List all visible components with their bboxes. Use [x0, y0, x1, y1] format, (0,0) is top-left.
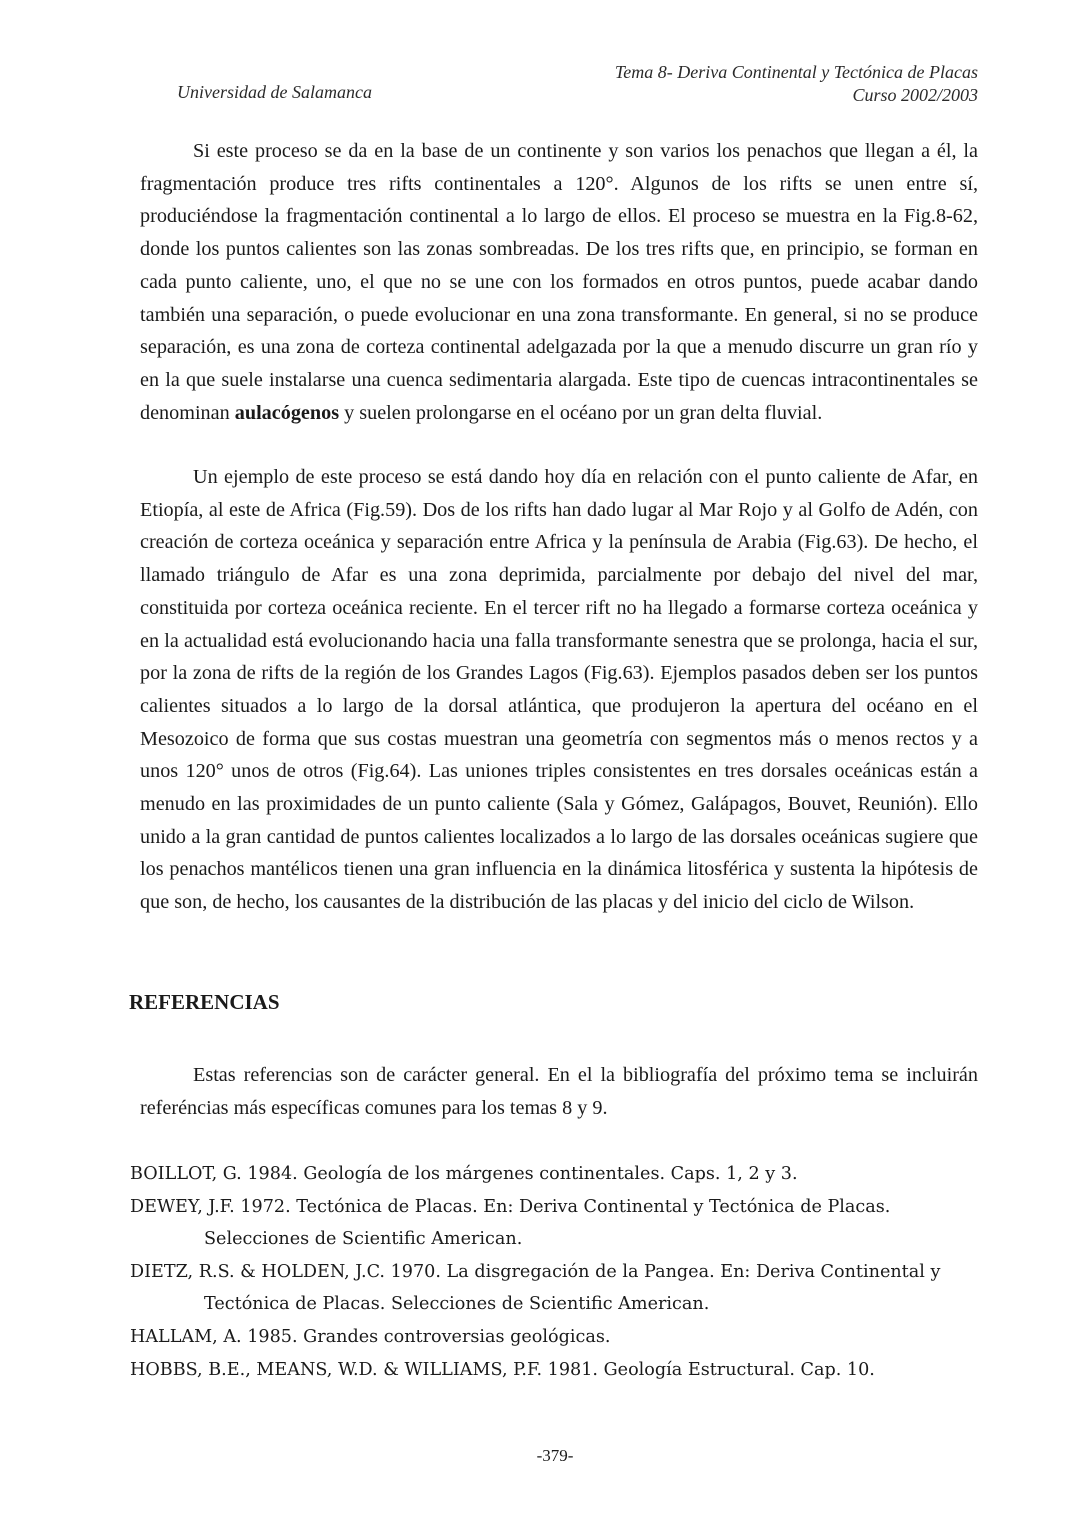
- reference-item: BOILLOT, G. 1984. Geología de los márgenes continentales. Caps. 1, 2 y 3.: [130, 1164, 798, 1184]
- references-intro: Estas referencias son de carácter general. En el la bibliografía del próximo tema se incluirán referéncias más específicas comunes para los temas 8 y 9.: [140, 1064, 978, 1119]
- term-aulacogenos: aulacógenos: [234, 401, 340, 424]
- header-course: Curso 2002/2003: [852, 85, 978, 105]
- reference-list: [130, 1158, 990, 1386]
- header-topic: Tema 8- Deriva Continental y Tectónica de Placas: [614, 62, 978, 82]
- reference-item: DIETZ, R.S. & HOLDEN, J.C. 1970. La disgregación de la Pangea. En: Deriva Continental y Tectónica de Placas. Selecciones de Scientific American.: [130, 1261, 941, 1315]
- paragraph-aulacogenos: [140, 135, 978, 429]
- reference-item: DEWEY, J.F. 1972. Tectónica de Placas. En: Deriva Continental y Tectónica de Placas. Selecciones de Scientific American.: [130, 1196, 891, 1250]
- header-institution: Universidad de Salamanca: [177, 82, 372, 102]
- paragraph-1-text-after: y suelen prolongarse en el océano por un gran delta fluvial.: [339, 401, 823, 424]
- reference-item: HALLAM, A. 1985. Grandes controversias geológicas.: [130, 1326, 611, 1347]
- references-heading: REFERENCIAS: [129, 990, 280, 1014]
- header-topic-course: [615, 61, 978, 107]
- page-number: -379-: [536, 1446, 574, 1465]
- paragraph-1-text-before: Si este proceso se da en la base de un continente y son varios los penachos que llegan a él, la fragmentación produce tres rifts continentales a 120°. Algunos de los rifts se unen entre sí, produciéndose la fragmentación continental a lo largo de ellos. El proceso se muestra en la Fig.8-62, donde los puntos calientes son las zonas sombreadas. De los tres rifts que, en principio, se forman en cada punto caliente, uno, el que no se une con los formados en otros puntos, puede acabar dando también una separación, o puede evolucionar en una zona transformante. En general, si no se produce separación, es una zona de corteza continental adelgazada por la que a menudo discurre un gran río y en la que suele instalarse una cuenca sedimentaria alargada. Este tipo de cuencas intracontinentales se denominan: [140, 140, 978, 424]
- reference-item: HOBBS, B.E., MEANS, W.D. & WILLIAMS, P.F. 1981. Geología Estructural. Cap. 10.: [130, 1359, 875, 1380]
- paragraph-afar-example: Un ejemplo de este proceso se está dando hoy día en relación con el punto caliente de Afar, en Etiopía, al este de Africa (Fig.59). Dos de los rifts han dado lugar al Mar Rojo y al Golfo de Adén, con creación de corteza oceánica y separación entre Africa y la península de Arabia (Fig.63). De hecho, el llamado triángulo de Afar es una zona deprimida, parcialmente por debajo del nivel del mar, constituida por corteza oceánica reciente. En el tercer rift no ha llegado a formarse corteza oceánica y en la actualidad está evolucionando hacia una falla transformante senestra que se prolonga, hacia el sur, por la zona de rifts de la región de los Grandes Lagos (Fig.63). Ejemplos pasados deben ser los puntos calientes situados a lo largo de la dorsal atlántica, que produjeron la apertura del océano en el Mesozoico de forma que sus costas muestran una geometría con segmentos más o menos rectos y a unos 120° unos de otros (Fig.64). Las uniones triples consistentes en tres dorsales oceánicas están a menudo en las proximidades de un punto caliente (Sala y Gómez, Galápagos, Bouvet, Reunión). Ello unido a la gran cantidad de puntos calientes localizados a lo largo de las dorsales oceánicas sugiere que los penachos mantélicos tienen una gran influencia en la dinámica litosférica y sustenta la hipótesis de que son, de hecho, los causantes de la distribución de las placas y del inicio del ciclo de Wilson.: [140, 466, 978, 914]
